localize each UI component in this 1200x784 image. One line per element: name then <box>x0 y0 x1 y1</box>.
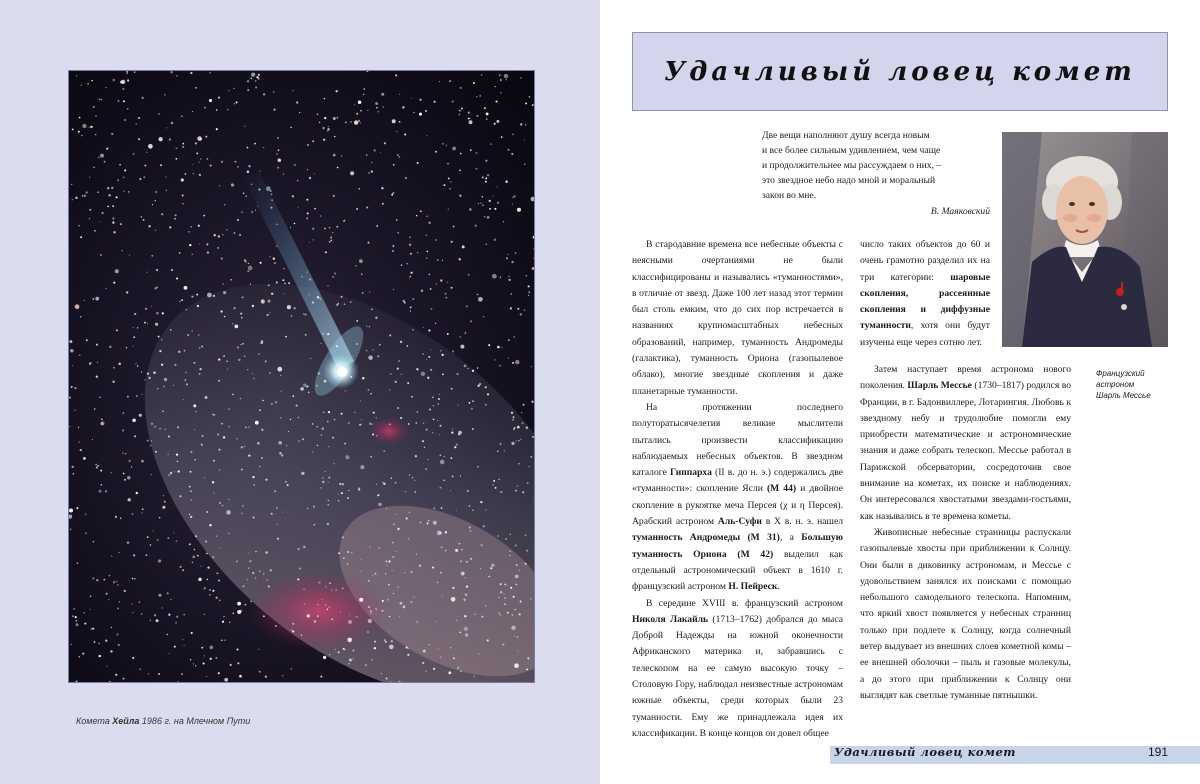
page-number: 191 <box>1148 745 1169 759</box>
epigraph-line: это звездное небо надо мной и моральный <box>762 175 936 186</box>
epigraph-author: В. Маяковский <box>930 206 990 217</box>
epigraph-line: Две вещи наполняют душу всегда новым <box>762 130 930 141</box>
chapter-title: Удачливый ловец комет <box>664 56 1136 87</box>
epigraph <box>762 128 988 203</box>
paragraph: Затем наступает время астронома нового поколения. Шарль Мессье (1730–1817) родился во Франции, в г. Бадонвиллере, Лотарингия. Любовь к звездному небу и трудолюбие помогли ему приобрести математические и астрономические знания и даже собрать телескоп. Мессье работал в Парижской обсерватории, сосредоточив свое внимание на кометах, их поиске и наблюдениях. Он интересовался хвостатыми звездами-гостьями, как назывались в те времена кометы. <box>860 364 1071 522</box>
running-footer-title: Удачливый ловец комет <box>834 745 1016 759</box>
paragraph: В стародавние времена все небесные объекты с неясными очертаниями не были классифицированы и назывались «туманностями», в отличие от звезд. Даже 100 лет назад этот термин был столь емким, что до сих пор встречается в названиях крупномасштабных небесных образований, например, туманность Андромеды (галактика), туманность Ориона (газопылевое облако), многие звездные скопления и даже планетарные туманности. <box>632 239 843 397</box>
text-column-1 <box>632 237 843 742</box>
paragraph: Живописные небесные странницы распускали газопылевые хвосты при приближении к Солнцу. Они были в диковинку астрономам, и Мессье с удовольствием занялся их поисками с помощью небольшого самодельного телескопа. Напомним, что яркий хвост появляется у небесных странниц только при подлете к Солнцу, когда солнечный ветер выдувает из внешних слоев кометной комы – ее внешней оболочки – пыль и газовые молекулы, а до этого при приближении к Солнцу они выглядят как светлые туманные пятнышки. <box>860 526 1071 701</box>
epigraph-line: и продолжительнее мы рассуждаем о них, – <box>762 160 942 171</box>
text-column-3 <box>860 362 1071 704</box>
photo-caption: Комета Хейла 1986 г. на Млечном Пути <box>76 716 251 726</box>
chapter-title-box <box>632 32 1168 111</box>
paragraph: В середине XVIII в. французский астроном Николя Лакайль (1713–1762) добрался до мыса Доброй Надежды на южной оконечности Африканского материка и, забравшись с телескопом на ее самую высокую точку – Столовую Гору, наблюдал неизвестные астрономам южные объекты, среди которых были 23 туманности. Ему же принадлежала идея их классификации. В конце концов он довел общее <box>632 597 843 739</box>
epigraph-line: и все более сильным удивлением, чем чаще <box>762 145 941 156</box>
messier-portrait <box>1002 132 1168 347</box>
text-column-2 <box>860 237 990 351</box>
comet-photo <box>68 70 535 683</box>
portrait-caption: Французский астроном Шарль Мессье <box>1096 369 1151 400</box>
right-page <box>600 0 1200 784</box>
paragraph: число таких объектов до 60 и очень грамотно разделил их на три категории: шаровые скопления, рассеянные скопления и диффузные туманности, хотя они будут изучены еще через сотню лет. <box>860 239 990 348</box>
paragraph: На протяжении последнего полуторатысячелетия великие мыслители пытались произвести классификацию наблюдаемых небесных объектов. В звездном каталоге Гиппарха (II в. до н. э.) содержались две «туманности»: скопление Ясли (М 44) и двойное скопление в рукоятке меча Персея (χ и η Персея). Арабский астроном Аль-Суфи в X в. н. э. нашел туманность Андромеды (М 31), а Большую туманность Ориона (М 42) выделил как отдельный астрономический объект в 1610 г. французский астроном Н. Пейреск. <box>632 401 844 593</box>
epigraph-line: закон во мне. <box>762 190 817 201</box>
